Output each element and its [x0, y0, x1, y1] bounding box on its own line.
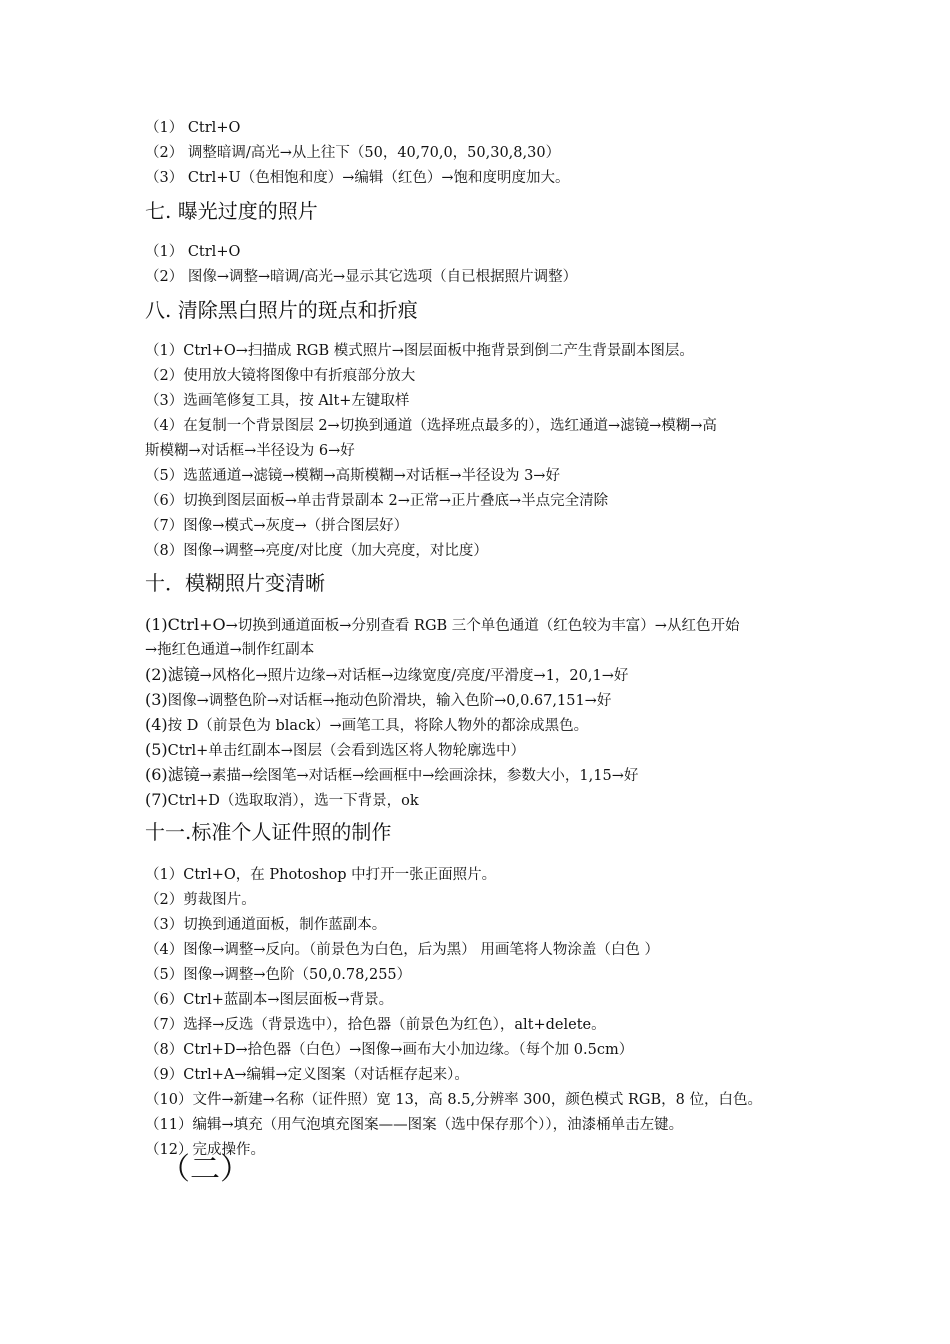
step-line: （1） Ctrl+O [145, 120, 241, 136]
step-line: （7）图像→模式→灰度→（拼合图层好） [145, 518, 409, 534]
step-text: →切换到通道面板→分别查看 RGB 三个单色通道（红色较为丰富）→从红色开始 [225, 618, 740, 634]
step-line: （3）切换到通道面板，制作蓝副本。 [145, 917, 387, 933]
step-text: Ctrl+D（选取取消），选一下背景，ok [167, 793, 419, 809]
step-line [145, 690, 611, 711]
step-line: （8）Ctrl+D→拾色器（白色）→图像→画布大小加边缘。（每个加 0.5cm） [145, 1042, 634, 1058]
step-line [145, 765, 638, 786]
step-line: （8）图像→调整→亮度/对比度（加大亮度，对比度） [145, 543, 488, 559]
step-line: （2） 调整暗调/高光→从上往下（50，40,70,0，50,30,8,30） [145, 145, 561, 161]
step-text: →拖红色通道→制作红副本 [145, 642, 315, 658]
step-number: (1)Ctrl+O [145, 615, 226, 634]
step-line [145, 790, 419, 811]
step-line [145, 615, 739, 636]
step-line: （11）编辑→填充（用气泡填充图案——图案（选中保存那个）），油漆桶单击左键。 [145, 1117, 684, 1133]
step-line: （4）图像→调整→反向。（前景色为白色，后为黑） 用画笔将人物涂盖（白色 ） [145, 942, 659, 958]
step-number: (2)滤镜 [145, 665, 200, 684]
step-number: (5) [145, 740, 168, 759]
section-heading-11: 十一.标准个人证件照的制作 [145, 820, 392, 844]
step-text: Ctrl+单击红副本→图层（会看到选区将人物轮廓选中） [167, 743, 525, 759]
step-text: 按 D（前景色为 black）→画笔工具，将除人物外的都涂成黑色。 [167, 718, 589, 734]
step-line [145, 665, 628, 686]
section-heading-10: 十．模糊照片变清晰 [145, 571, 325, 595]
step-number: (3) [145, 690, 168, 709]
step-line: （5）图像→调整→色阶（50,0.78,255） [145, 967, 412, 983]
step-line: （2） 图像→调整→暗调/高光→显示其它选项（自已根据照片调整） [145, 269, 578, 285]
step-line: （5）选蓝通道→滤镜→模糊→高斯模糊→对话框→半径设为 3→好 [145, 468, 560, 484]
step-line: （7）选择→反选（背景选中），拾色器（前景色为红色），alt+delete。 [145, 1017, 606, 1033]
step-line [145, 640, 314, 660]
step-line: （1）Ctrl+O→扫描成 RGB 模式照片→图层面板中拖背景到倒二产生背景副本图层。 [145, 343, 694, 359]
step-text: 图像→调整色阶→对话框→拖动色阶滑块，输入色阶→0,0.67,151→好 [167, 693, 612, 709]
step-number: (6)滤镜 [145, 765, 200, 784]
step-line: （12）完成操作。 [145, 1142, 265, 1158]
step-number: (4) [145, 715, 168, 734]
step-line: （2）使用放大镜将图像中有折痕部分放大 [145, 368, 416, 384]
step-line: 斯模糊→对话框→半径设为 6→好 [145, 443, 355, 459]
step-line: （3） Ctrl+U（色相饱和度）→编辑（红色）→饱和度明度加大。 [145, 170, 570, 186]
step-line: （6）Ctrl+蓝副本→图层面板→背景。 [145, 992, 394, 1008]
step-line: （1）Ctrl+O，在 Photoshop 中打开一张正面照片。 [145, 867, 497, 883]
step-line [145, 715, 588, 736]
step-line: （10）文件→新建→名称（证件照）宽 13，高 8.5,分辨率 300，颜色模式 RGB，8 位，白色。 [145, 1092, 762, 1108]
step-number: (7) [145, 790, 168, 809]
step-text: →风格化→照片边缘→对话框→边缘宽度/亮度/平滑度→1，20,1→好 [199, 668, 629, 684]
step-line [145, 740, 525, 761]
step-line: （2）剪裁图片。 [145, 892, 256, 908]
section-heading-8: 八. 清除黑白照片的斑点和折痕 [145, 298, 418, 322]
step-line: （9）Ctrl+A→编辑→定义图案（对话框存起来）。 [145, 1067, 469, 1083]
step-line: （3）选画笔修复工具，按 Alt+左键取样 [145, 393, 410, 409]
step-line: （4）在复制一个背景图层 2→切换到通道（选择班点最多的），选红通道→滤镜→模糊→高 [145, 418, 717, 434]
section-heading-7: 七. 曝光过度的照片 [145, 199, 318, 223]
step-line: （1） Ctrl+O [145, 244, 241, 260]
step-line: （6）切换到图层面板→单击背景副本 2→正常→正片叠底→半点完全清除 [145, 493, 609, 509]
part-heading: （二） [160, 1152, 250, 1187]
step-text: →素描→绘图笔→对话框→绘画框中→绘画涂抹，参数大小，1,15→好 [199, 768, 639, 784]
